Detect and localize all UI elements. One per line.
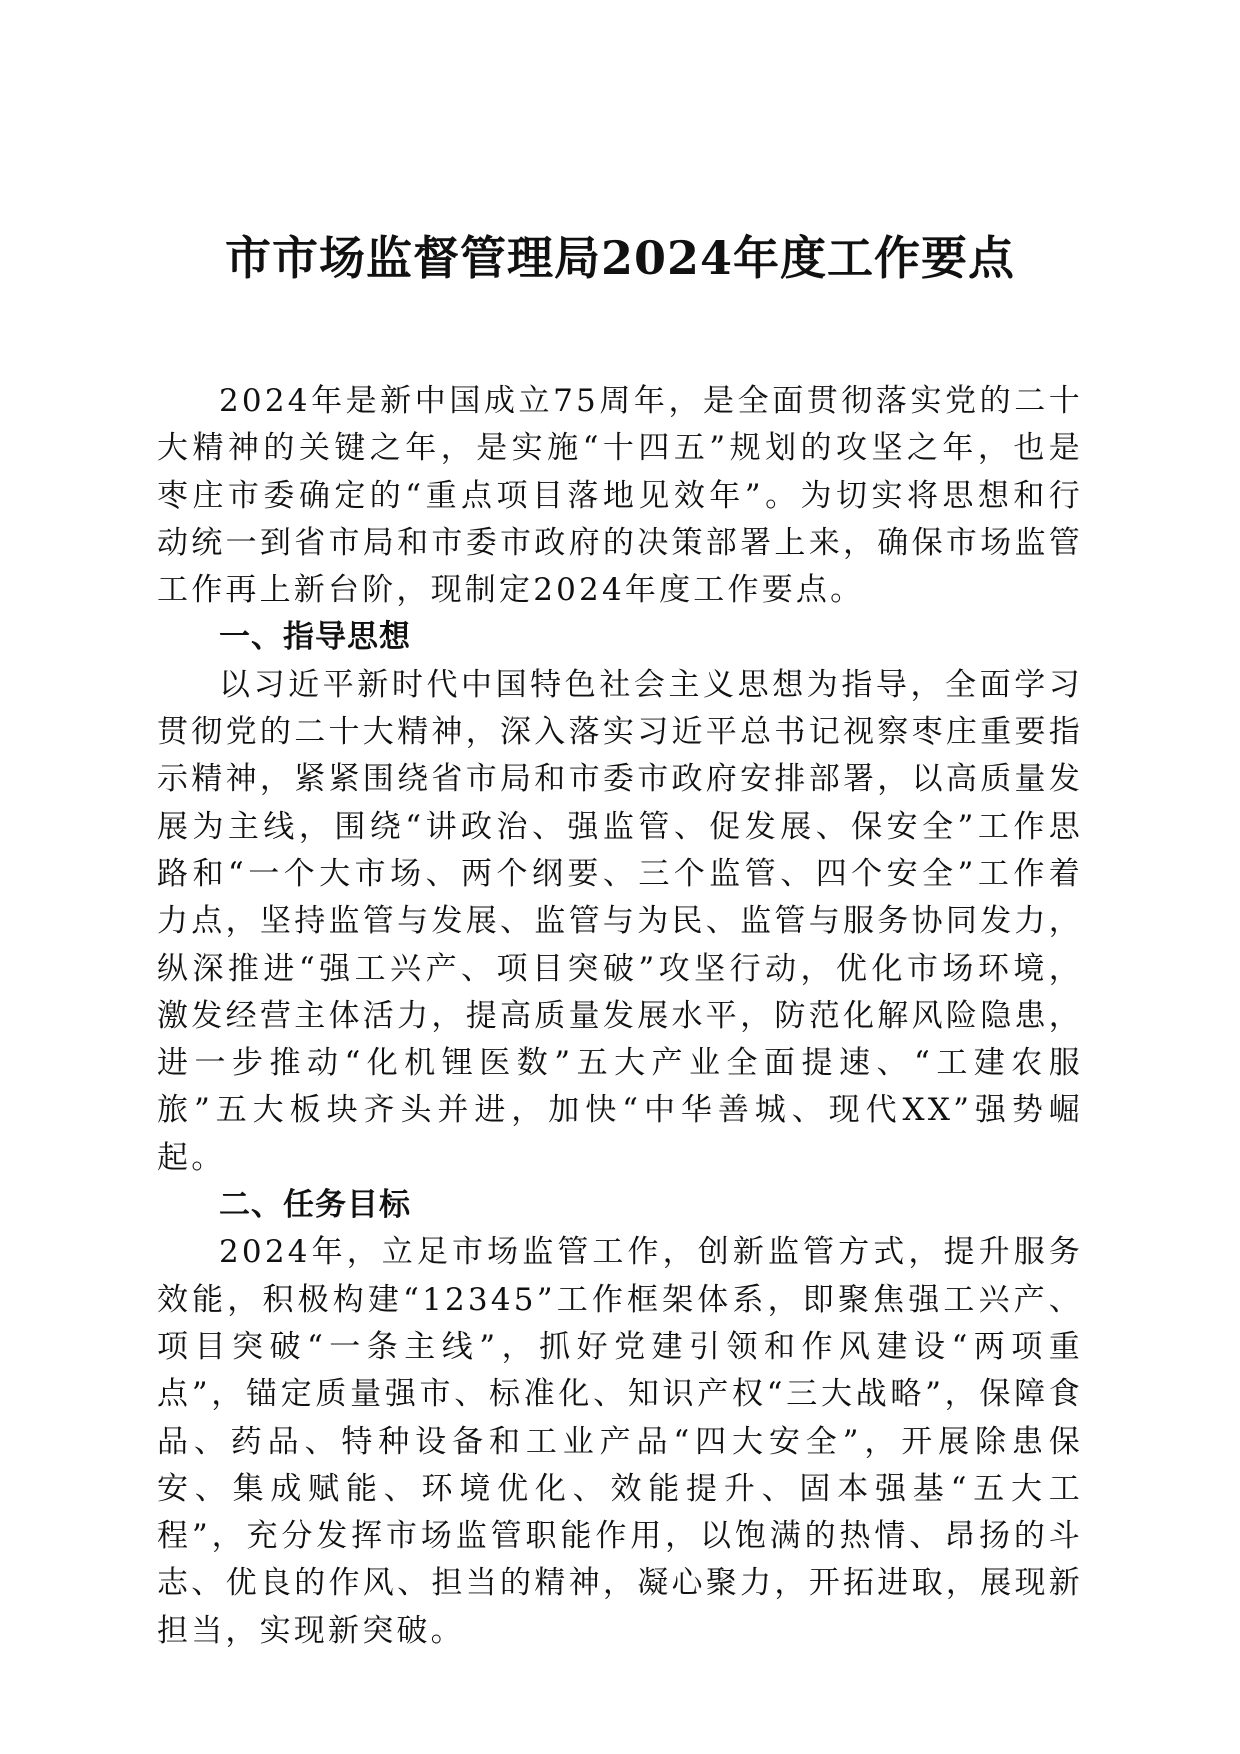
section-paragraph-task-goals: 2024年，立足市场监管工作，创新监管方式，提升服务效能，积极构建“12345”工作框架体系，即聚焦强工兴产、项目突破“一条主线”，抓好党建引领和作风建设“两项重点”，锚定质量强市、标准化、知识产权“三大战略”，保障食品、药品、特种设备和工业产品“四大安全”，开展除患保安、集成赋能、环境优化、效能提升、固本强基“五大工程”，充分发挥市场监管职能作用，以饱满的热情、昂扬的斗志、优良的作风、担当的精神，凝心聚力，开拓进取，展现新担当，实现新突破。 — [157, 1234, 1083, 1649]
section-heading-guiding-ideology: 一、指导思想 — [219, 619, 411, 656]
document-title: 市市场监督管理局2024年度工作要点 — [224, 231, 1016, 285]
section-heading-task-goals: 二、任务目标 — [219, 1187, 411, 1224]
section-paragraph-guiding-ideology: 以习近平新时代中国特色社会主义思想为指导，全面学习贯彻党的二十大精神，深入落实习近平总书记视察枣庄重要指示精神，紧紧围绕省市局和市委市政府安排部署，以高质量发展为主线，围绕“讲政治、强监管、促发展、保安全”工作思路和“一个大市场、两个纲要、三个监管、四个安全”工作着力点，坚持监管与发展、监管与为民、监管与服务协同发力，纵深推进“强工兴产、项目突破”攻坚行动，优化市场环境，激发经营主体活力，提高质量发展水平，防范化解风险隐患，进一步推动“化机锂医数”五大产业全面提速、“工建农服旅”五大板块齐头并进，加快“中华善城、现代XX”强势崛起。 — [157, 666, 1083, 1176]
intro-paragraph: 2024年是新中国成立75周年，是全面贯彻落实党的二十大精神的关键之年，是实施“十四五”规划的攻坚之年，也是枣庄市委确定的“重点项目落地见效年”。为切实将思想和行动统一到省市局和市委市政府的决策部署上来，确保市场监管工作再上新台阶，现制定2024年度工作要点。 — [157, 383, 1083, 609]
document-body — [157, 378, 1083, 1655]
